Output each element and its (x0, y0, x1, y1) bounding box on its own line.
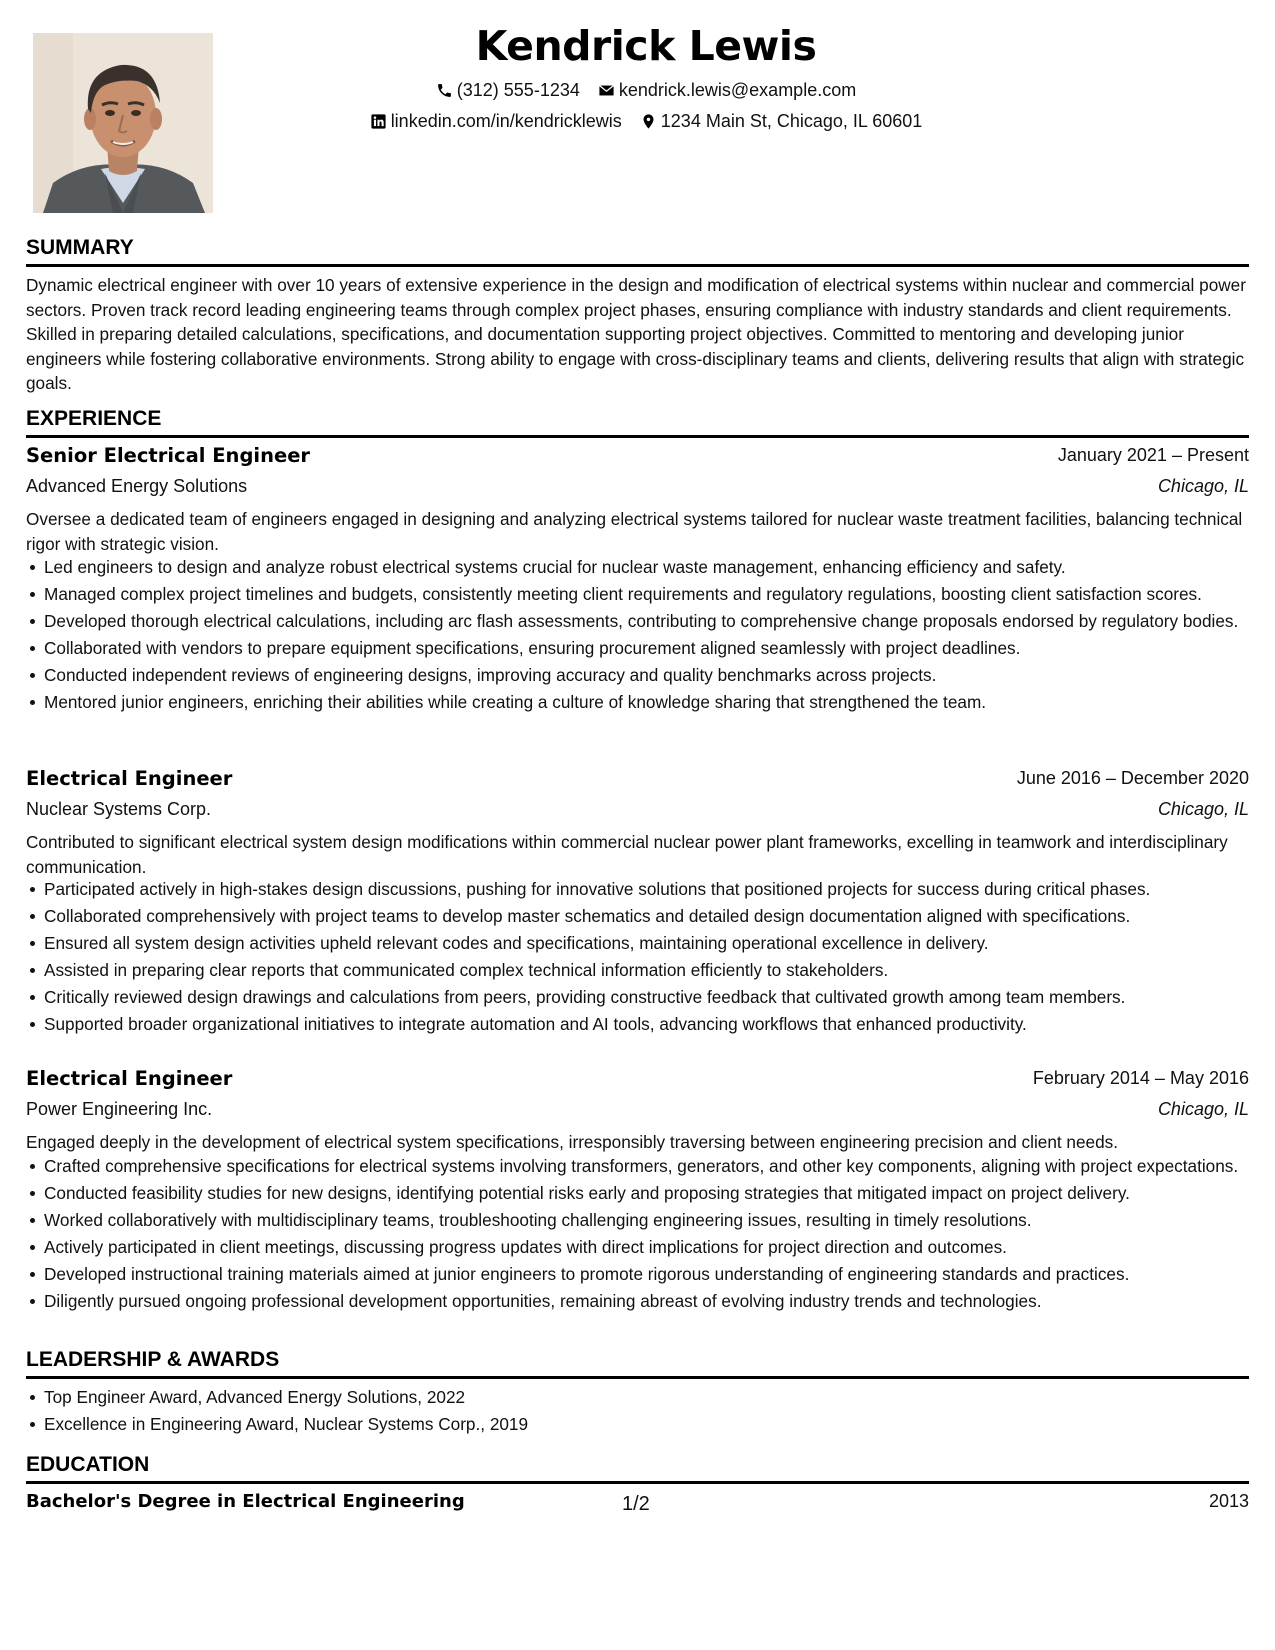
job-company: Power Engineering Inc. (26, 1099, 213, 1119)
list-item: Collaborated with vendors to prepare equipment specifications, ensuring procurement aligned seamlessly with project deadlines. (26, 636, 1250, 660)
linkedin-contact[interactable] (370, 111, 622, 132)
job-company: Advanced Energy Solutions (26, 476, 248, 496)
email-contact[interactable] (598, 80, 856, 101)
map-pin-icon (640, 113, 657, 130)
list-item: Led engineers to design and analyze robust electrical systems crucial for nuclear waste management, enhancing efficiency and safety. (26, 555, 1250, 579)
summary-divider (26, 264, 1249, 267)
list-item: Conducted feasibility studies for new designs, identifying potential risks early and proposing strategies that mitigated impact on project delivery. (26, 1181, 1250, 1205)
contact-row-primary (0, 80, 1275, 101)
phone-number: (312) 555-1234 (456, 80, 580, 100)
list-item: Worked collaboratively with multidisciplinary teams, troubleshooting challenging engineering issues, resulting in timely resolutions. (26, 1208, 1250, 1232)
education-year: 2013 (1208, 1491, 1249, 1511)
job-title: Senior Electrical Engineer (26, 444, 311, 467)
awards-list (26, 1385, 1250, 1439)
job-bullet-list (26, 877, 1250, 1039)
leadership-divider (26, 1376, 1249, 1379)
experience-heading: EXPERIENCE (26, 407, 162, 430)
list-item: Managed complex project timelines and budgets, consistently meeting client requirements and regulatory regulations, boosting client satisfaction scores. (26, 582, 1250, 606)
list-item: Excellence in Engineering Award, Nuclear Systems Corp., 2019 (26, 1412, 1250, 1436)
contact-row-secondary (0, 111, 1275, 132)
list-item: Developed instructional training materials aimed at junior engineers to promote rigorous understanding of engineering standards and practices. (26, 1262, 1250, 1286)
job-dates: June 2016 – December 2020 (1016, 768, 1249, 788)
list-item: Conducted independent reviews of engineering designs, improving accuracy and quality benchmarks across projects. (26, 663, 1250, 687)
phone-icon (436, 82, 453, 99)
summary-heading: SUMMARY (26, 236, 134, 259)
job-description: Oversee a dedicated team of engineers engaged in designing and analyzing electrical systems tailored for nuclear waste treatment facilities, balancing technical rigor with strategic vision. (26, 509, 1243, 554)
job-title: Electrical Engineer (26, 767, 233, 790)
education-degree: Bachelor's Degree in Electrical Engineering (26, 1491, 465, 1512)
education-divider (26, 1481, 1249, 1484)
street-address: 1234 Main St, Chicago, IL 60601 (660, 111, 923, 131)
experience-divider (26, 435, 1249, 438)
address-contact (640, 111, 923, 132)
job-location: Chicago, IL (1157, 1099, 1249, 1119)
candidate-name: Kendrick Lewis (475, 22, 817, 70)
job-location: Chicago, IL (1157, 476, 1249, 496)
job-company: Nuclear Systems Corp. (26, 799, 212, 819)
list-item: Mentored junior engineers, enriching their abilities while creating a culture of knowledge sharing that strengthened the team. (26, 690, 1250, 714)
summary-text: Dynamic electrical engineer with over 10 years of extensive experience in the design and modification of electrical systems within nuclear and commercial power sectors. Proven track record leading engineering teams through complex project phases, ensuring compliance with industry standards and client requirements. Skilled in preparing detailed calculations, specifications, and documentation supporting project objectives. Committed to mentoring and developing junior engineers while fostering collaborative environments. Strong ability to engage with cross-disciplinary teams and clients, delivering results that align with strategic goals. (26, 275, 1246, 393)
list-item: Critically reviewed design drawings and calculations from peers, providing constructive feedback that cultivated growth among team members. (26, 985, 1250, 1009)
list-item: Diligently pursued ongoing professional development opportunities, remaining abreast of evolving industry trends and technologies. (26, 1289, 1250, 1313)
job-description: Contributed to significant electrical system design modifications within commercial nuclear power plant frameworks, excelling in teamwork and interdisciplinary communication. (26, 832, 1228, 877)
job-title: Electrical Engineer (26, 1067, 233, 1090)
linkedin-url: linkedin.com/in/kendricklewis (390, 111, 622, 131)
list-item: Top Engineer Award, Advanced Energy Solutions, 2022 (26, 1385, 1250, 1409)
email-address: kendrick.lewis@example.com (618, 80, 857, 100)
education-heading: EDUCATION (26, 1453, 150, 1476)
list-item: Assisted in preparing clear reports that communicated complex technical information efficiently to stakeholders. (26, 958, 1250, 982)
envelope-icon (598, 82, 615, 99)
job-description: Engaged deeply in the development of electrical system specifications, irresponsibly traversing between engineering precision and client needs. (26, 1132, 1119, 1152)
page-number: 1/2 (622, 1493, 650, 1515)
linkedin-icon (370, 113, 387, 130)
job-dates: February 2014 – May 2016 (1032, 1068, 1249, 1088)
list-item: Ensured all system design activities upheld relevant codes and specifications, maintaining operational excellence in delivery. (26, 931, 1250, 955)
leadership-heading: LEADERSHIP & AWARDS (26, 1348, 280, 1371)
list-item: Supported broader organizational initiatives to integrate automation and AI tools, advancing workflows that enhanced productivity. (26, 1012, 1250, 1036)
list-item: Collaborated comprehensively with project teams to develop master schematics and detailed design documentation aligned with specifications. (26, 904, 1250, 928)
list-item: Developed thorough electrical calculations, including arc flash assessments, contributing to comprehensive change proposals endorsed by regulatory bodies. (26, 609, 1250, 633)
list-item: Actively participated in client meetings, discussing progress updates with direct implications for project direction and outcomes. (26, 1235, 1250, 1259)
phone-contact[interactable] (436, 80, 580, 101)
job-dates: January 2021 – Present (1057, 445, 1249, 465)
job-bullet-list (26, 1154, 1250, 1316)
job-bullet-list (26, 555, 1250, 717)
job-location: Chicago, IL (1157, 799, 1249, 819)
list-item: Participated actively in high-stakes design discussions, pushing for innovative solutions that positioned projects for success during critical phases. (26, 877, 1250, 901)
list-item: Crafted comprehensive specifications for electrical systems involving transformers, generators, and other key components, aligning with project expectations. (26, 1154, 1250, 1178)
